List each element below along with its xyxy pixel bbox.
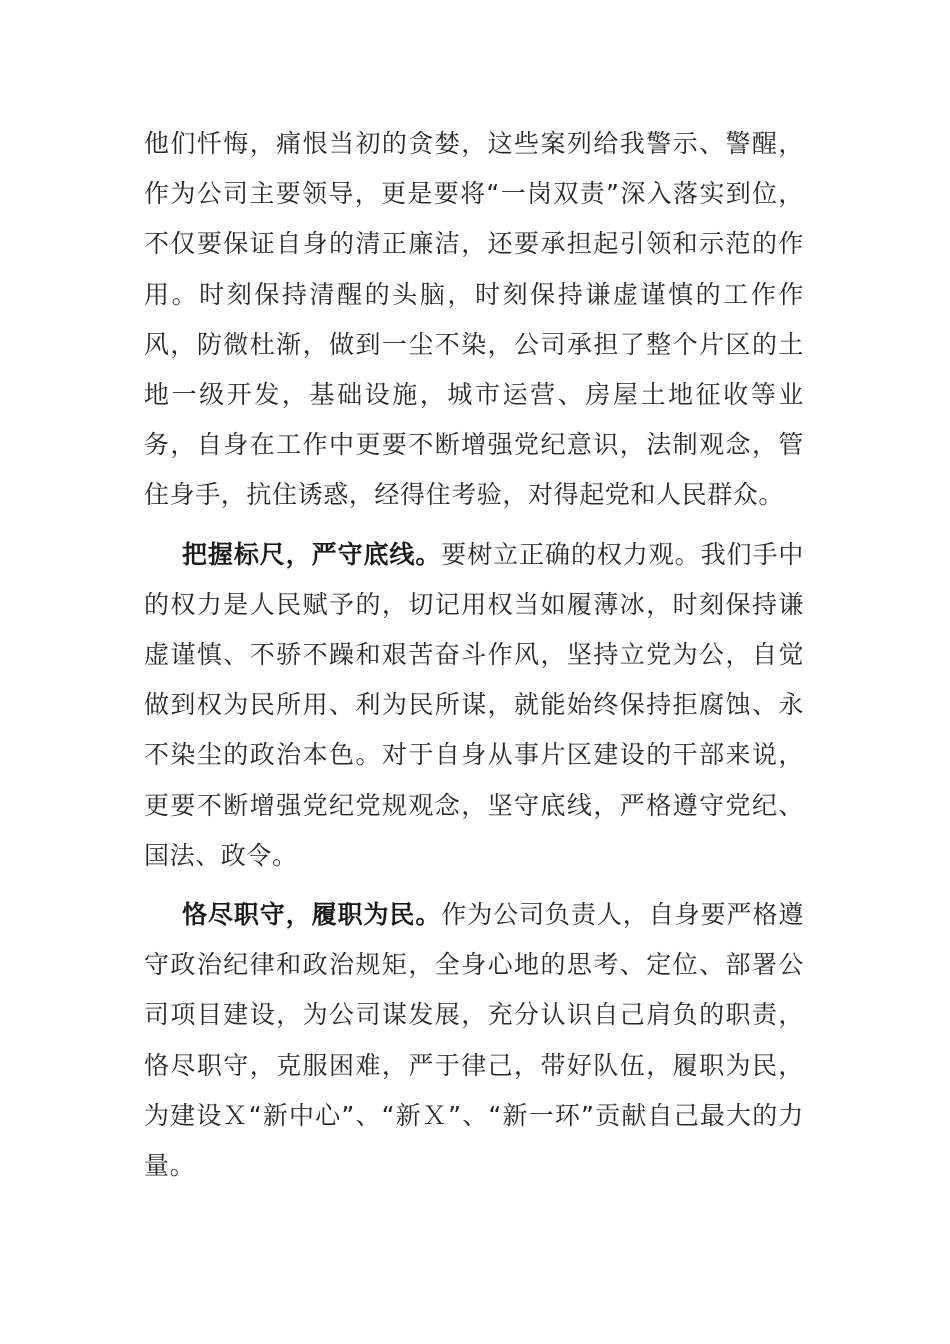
paragraph-3-heading: 恪尽职守，履职为民。 <box>182 900 442 930</box>
paragraph-3-text: 作为公司负责人，自身要严格遵守政治纪律和政治规矩，全身心地的思考、定位、部署公司项目建设，为公司谋发展，充分认识自己肩负的职责，恪尽职守，克服困难，严于律己，带好队伍，履职为民，为建设Ｘ“新中心”、“新Ｘ”、“新一环”贡献自己最大的力量。 <box>144 900 804 1181</box>
paragraph-1 <box>144 119 804 521</box>
paragraph-2-text: 要树立正确的权力观。我们手中的权力是人民赋予的，切记用权当如履薄冰，时刻保持谦虚谨慎、不骄不躁和艰苦奋斗作风，坚持立党为公，自觉做到权为民所用、利为民所谋，就能始终保持拒腐蚀、永不染尘的政治本色。对于自身从事片区建设的干部来说，更要不断增强党纪党规观念，坚守底线，严格遵守党纪、国法、政令。 <box>144 539 804 870</box>
document-body <box>144 119 804 1191</box>
paragraph-2 <box>144 530 804 881</box>
paragraph-2-heading: 把握标尺，严守底线。 <box>182 539 442 569</box>
paragraph-1-text: 他们忏悔，痛恨当初的贪婪，这些案列给我警示、警醒，作为公司主要领导，更是要将“一岗双责”深入落实到位，不仅要保证自身的清正廉洁，还要承担起引领和示范的作用。时刻保持清醒的头脑，时刻保持谦虚谨慎的工作作风，防微杜渐，做到一尘不染，公司承担了整个片区的土地一级开发，基础设施，城市运营、房屋土地征收等业务，自身在工作中更要不断增强党纪意识，法制观念，管住身手，抗住诱惑，经得住考验，对得起党和人民群众。 <box>144 129 804 510</box>
paragraph-3 <box>144 890 804 1191</box>
